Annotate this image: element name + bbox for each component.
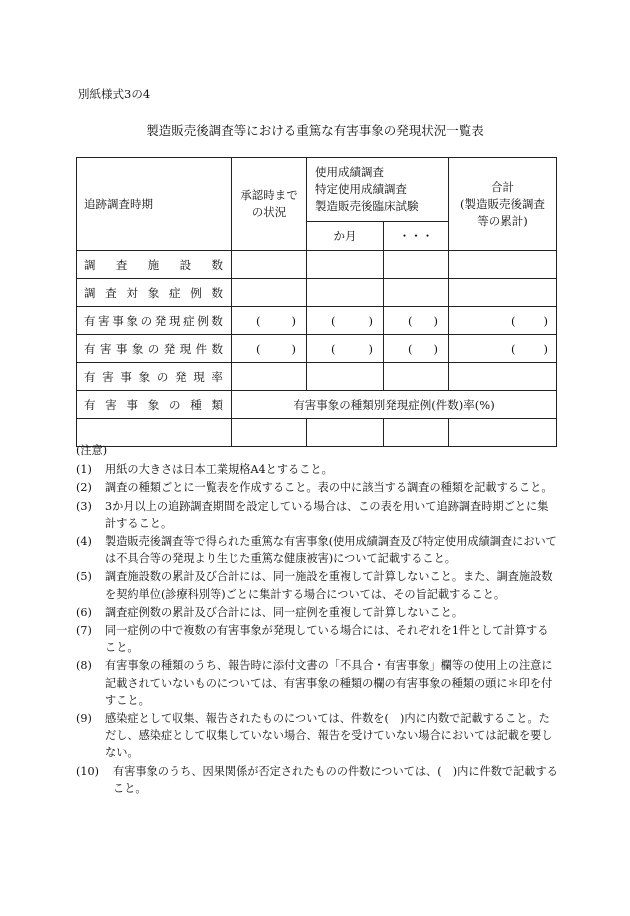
row-label-char: 害 [105,397,117,412]
header-until-approval-line1: 承認時まで [240,188,298,202]
paren-close: ) [291,341,296,356]
row-label-char: 発 [175,369,187,384]
row-label-char: 症 [169,285,181,300]
row-label-char: 査 [105,285,117,300]
type-row-span: 有害事象の種類別発現症例(件数)率(%) [232,391,557,419]
row-label-char: 害 [102,369,114,384]
row-label-char: 調 [84,257,96,272]
row-label-char: 発 [163,341,176,356]
header-total-line2: (製造販売後調査 [460,196,545,211]
header-until-approval-line2: の状況 [251,205,287,219]
note-text: 製造販売後調査等で得られた重篤な有害事象(使用成績調査及び特定使用成績調査においては不具合等の発現より生じた重篤な健康被害)について記載すること。 [105,535,557,566]
note-number: (7) [76,624,92,638]
value-cell[interactable] [449,251,557,279]
value-cell[interactable] [232,307,307,335]
row-label-char: 現 [179,341,192,356]
row-label-char: 有 [84,313,96,328]
row-label-char: の [169,397,181,412]
value-cell[interactable] [384,279,449,307]
row-label-char: 例 [197,313,209,328]
paren-close: ) [433,313,438,328]
note-number: (8) [76,659,92,673]
header-until-approval [232,158,307,251]
paren-close: ) [543,341,548,356]
row-label-char: 例 [190,285,202,300]
note-text: 有害事象の種類のうち、報告時に添付文書の「不具合・有害事象」欄等の使用上の注意に記載されていないものについては、有害事象の種類の欄の有害事象の種類の頭に＊印を付すこと。 [105,659,553,707]
note-number: (9) [76,712,92,726]
header-total-line3: 等の累計) [477,213,528,228]
paren-close: ) [433,341,438,356]
paren-open: ( [408,313,413,328]
note-number: (5) [76,570,92,584]
adverse-event-table [76,157,557,447]
paren-open: ( [511,341,516,356]
value-cell[interactable] [307,307,384,335]
value-cell[interactable] [449,279,557,307]
row-label-char: 有 [84,397,96,412]
note-text: 調査施設数の累計及び合計には、同一施設を重複して計算しないこと。また、調査施設数を契約単位(診療科別等)ごとに集計する場合については、その旨記載すること。 [105,570,553,601]
value-cell[interactable] [232,335,307,363]
row-label-char: 数 [211,341,223,356]
row-label [77,307,232,335]
value-cell[interactable] [307,251,384,279]
row-label-char: 有 [84,341,96,356]
note-number: (10) [76,764,99,778]
note-number: (2) [76,481,92,495]
note-text: 用紙の大きさは日本工業規格A4とすること。 [105,463,333,477]
row-label-char: 率 [211,369,223,384]
value-cell[interactable] [232,251,307,279]
value-cell[interactable] [384,307,449,335]
row-label-char: 害 [98,313,110,328]
row-label-char: 事 [126,397,138,412]
note-item [76,604,558,621]
note-item [76,568,558,602]
row-label-char: 現 [193,369,205,384]
header-period: 追跡調査時期 [77,158,232,251]
value-cell[interactable] [449,335,557,363]
paren-open: ( [256,313,261,328]
row-label-char: 査 [115,257,128,272]
header-survey-2: 特定使用成績調査 [315,182,407,196]
paren-open: ( [408,341,413,356]
value-cell[interactable] [449,363,557,391]
row-label-char: 類 [211,397,223,412]
header-total [449,158,557,251]
row-label [77,279,232,307]
note-text: 有害事象のうち、因果関係が否定されたものの件数については、( )内に件数で記載すること。 [113,764,558,795]
value-cell[interactable] [232,279,307,307]
paren-close: ) [291,313,296,328]
value-cell[interactable] [449,307,557,335]
note-item [76,479,558,496]
note-item [76,763,558,797]
value-cell[interactable] [384,251,449,279]
note-item [76,657,558,709]
row-label-char: 発 [154,313,167,328]
note-number: (3) [76,499,92,513]
paren-close: ) [368,313,373,328]
row-label-char: 数 [211,285,223,300]
value-cell[interactable] [384,363,449,391]
note-text: 3か月以上の追跡調査期間を設定している場合は、この表を用いて追跡調査時期ごとに集計すること。 [105,499,549,530]
header-months: か月 [307,222,384,251]
row-label-char: 象 [131,341,144,356]
row-label-char: 事 [120,369,132,384]
row-label [77,335,232,363]
row-label-char: 数 [211,257,223,272]
table-row [77,251,557,279]
paren-open: ( [511,313,516,328]
note-text: 調査の種類ごとに一覧表を作成すること。表の中に該当する調査の種類を記載すること。 [105,481,553,495]
note-item [76,710,558,762]
value-cell[interactable] [307,363,384,391]
row-label-char: 数 [211,313,223,328]
row-label-char: 象 [147,397,160,412]
paren-close: ) [368,341,373,356]
row-label-char: の [140,313,153,328]
row-label [77,363,232,391]
header-survey-types [307,158,449,222]
value-cell[interactable] [307,335,384,363]
row-label [77,251,232,279]
note-text: 感染症として収集、報告されたものについては、件数を( )内に内数で記載すること。ただし、感染症として収集していない場合、報告を受けていない場合においては記載を要しない。 [105,712,553,760]
value-cell[interactable] [307,279,384,307]
row-label-char: の [156,369,169,384]
row-label-char: 象 [147,285,160,300]
note-item [76,533,558,567]
row-label-char: 有 [84,369,96,384]
table-row [77,307,557,335]
value-cell[interactable] [232,363,307,391]
paren-close: ) [543,313,548,328]
note-item [76,461,558,478]
row-label-char: の [147,341,160,356]
note-text: 同一症例の中で複数の有害事象が発現している場合には、それぞれを1件として計算すること。 [105,624,549,655]
notes-section [76,442,558,798]
row-label-char: 種 [190,397,202,412]
paren-open: ( [331,313,336,328]
header-survey-1: 使用成績調査 [315,165,384,179]
row-label-char: 象 [126,313,138,328]
row-label-char: 象 [138,369,151,384]
table-row [77,335,557,363]
notes-heading: (注意) [76,444,108,457]
row-label-char: 現 [168,313,181,328]
note-number: (4) [76,535,92,549]
row-label-char: 事 [115,341,128,356]
document-title: 製造販売後調査等における重篤な有害事象の発現状況一覧表 [146,123,484,138]
form-id: 別紙様式3の4 [78,87,151,101]
header-total-line1: 合計 [491,179,514,194]
row-label-char: 事 [112,313,124,328]
table-row [77,363,557,391]
table-row [77,279,557,307]
row-label-char: 害 [99,341,112,356]
note-number: (1) [76,463,92,477]
header-dots: ・・・ [384,222,449,251]
type-row-label [77,391,232,419]
row-label-char: 施 [147,257,160,272]
row-label-char: 設 [179,257,192,272]
row-label-char: 件 [195,341,208,356]
note-item [76,498,558,532]
row-label-char: 対 [126,285,138,300]
note-text: 調査症例数の累計及び合計には、同一症例を重複して計算しないこと。 [105,605,464,619]
row-label-char: 調 [84,285,96,300]
paren-open: ( [256,341,261,356]
note-item [76,622,558,656]
value-cell[interactable] [384,335,449,363]
paren-open: ( [331,341,336,356]
row-label-char: 症 [183,313,195,328]
header-survey-3: 製造販売後臨床試験 [315,199,419,213]
note-number: (6) [76,605,92,619]
